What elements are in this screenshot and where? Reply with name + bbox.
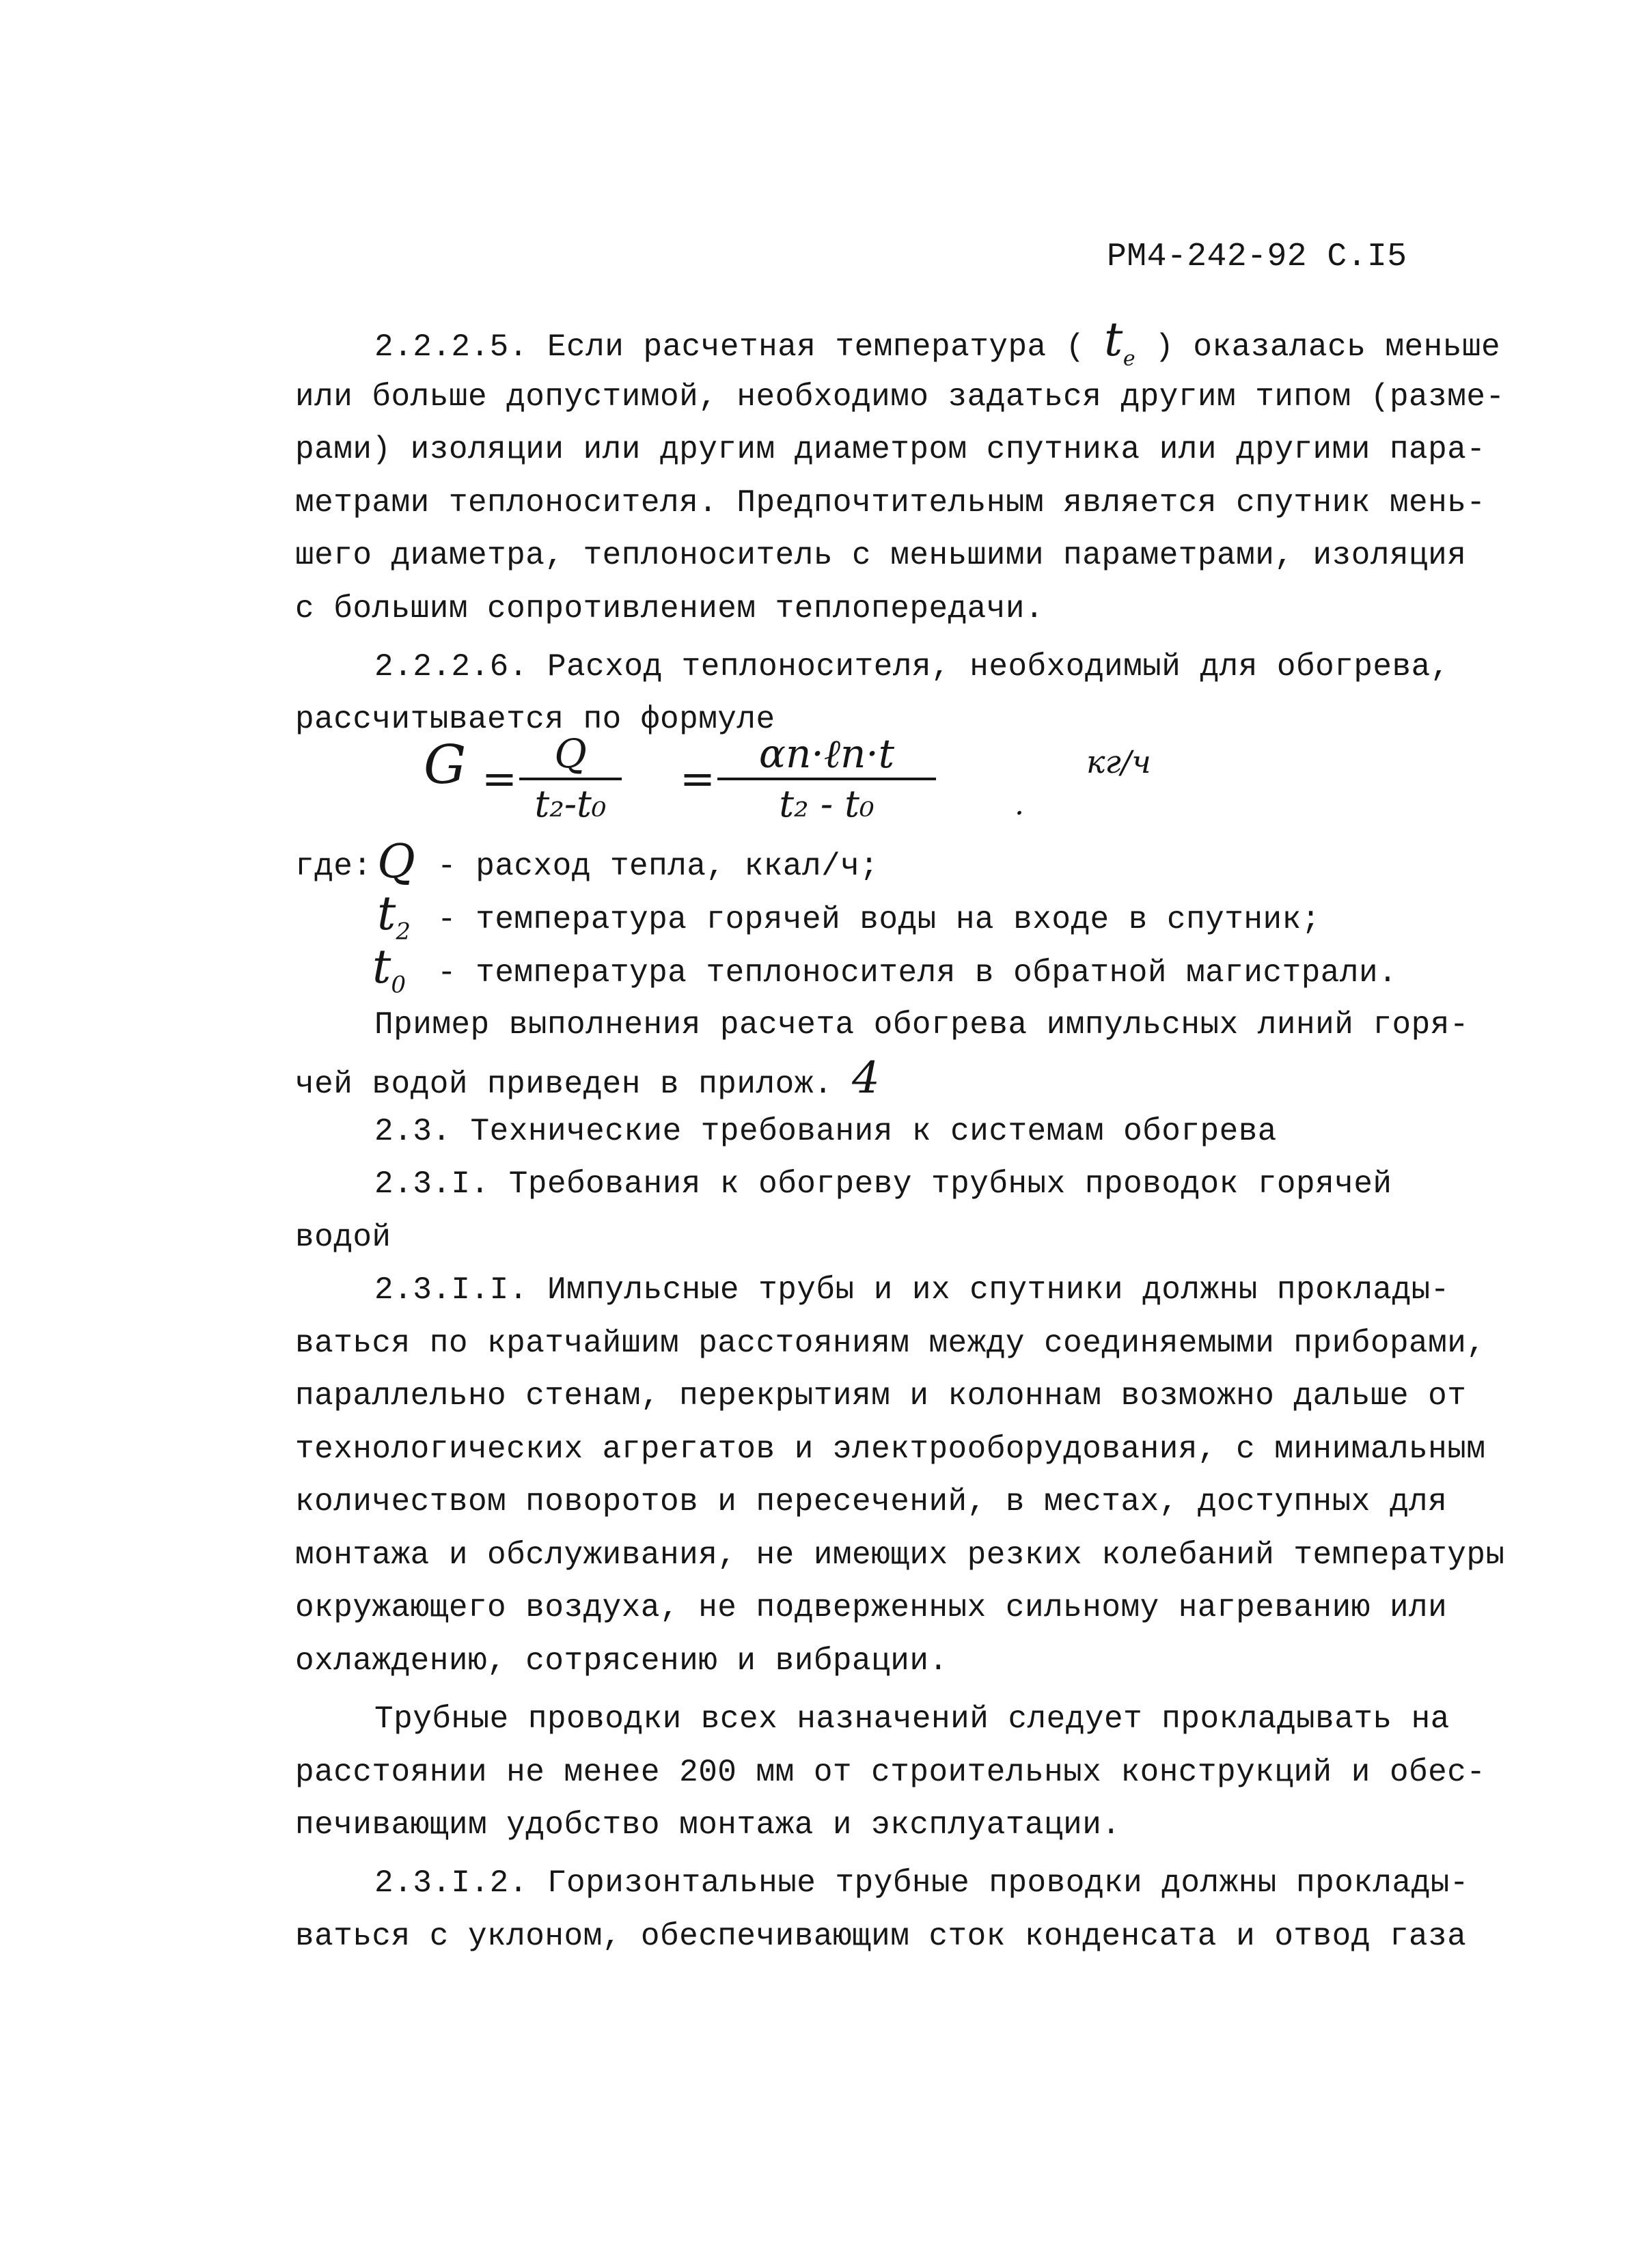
legend-text-t0: - температура теплоносителя в обратной магистрали.: [437, 955, 1398, 991]
paragraph-2225-line-5: шего диаметра, теплоноситель с меньшими параметрами, изоляция: [295, 538, 1467, 573]
formula-frac2-bar: [717, 778, 936, 780]
flow-formula: [403, 731, 1209, 834]
formula-frac2-denominator: t₂ - t₀: [779, 782, 875, 825]
symbol-te: [1103, 313, 1136, 371]
legend-symbol-q: Q: [377, 835, 415, 889]
formula-period: .: [1015, 787, 1024, 822]
paragraph-2225-text-a: 2.2.2.5. Если расчетная температура (: [374, 329, 1085, 365]
legend-text-t2: - температура горячей воды на входе в спутник;: [437, 902, 1321, 937]
formula-frac1-denominator: t₂-t₀: [534, 782, 607, 825]
formula-eq-1: =: [482, 754, 517, 804]
formula-fraction-1: [519, 731, 622, 827]
section-2311-line-1: 2.3.I.I. Импульсные трубы и их спутники должны проклады-: [374, 1272, 1450, 1308]
formula-eq-2: =: [680, 754, 715, 804]
example-line-1: Пример выполнения расчета обогрева импульсных линий горя-: [374, 1007, 1469, 1043]
page-header-code: РМ4-242-92 С.I5: [1107, 238, 1407, 275]
formula-unit: кг/ч: [1086, 743, 1151, 780]
formula-frac1-bar: [519, 778, 622, 780]
paragraph-2226-line-1: 2.2.2.6. Расход теплоносителя, необходимый для обогрева,: [374, 649, 1450, 685]
paragraph-2225-text-b: ) оказалась меньше: [1155, 329, 1501, 365]
section-2311-line-7: окружающего воздуха, не подверженных сильному нагреванию или: [295, 1590, 1448, 1626]
paragraph-2225-line-2: или больше допустимой, необходимо задаться другим типом (разме-: [295, 379, 1505, 415]
symbol-te-sub: e: [1123, 346, 1136, 371]
formula-frac1-numerator: Q: [554, 730, 587, 777]
section-2312-line-1: 2.3.I.2. Горизонтальные трубные проводки должны проклады-: [374, 1865, 1469, 1901]
paragraph-2225-line-3: рами) изоляции или другим диаметром спутника или другими пара-: [295, 432, 1486, 467]
section-2311-line-5: количеством поворотов и пересечений, в местах, доступных для: [295, 1484, 1448, 1520]
legend-symbol-t0: [372, 942, 406, 1011]
legend-symbol-t2-letter: t: [377, 887, 396, 941]
section-2311-line-3: параллельно стенам, перекрытиям и колоннам возможно дальше от: [295, 1378, 1467, 1414]
example-appendix-number: 4: [852, 1053, 881, 1103]
section-23-title: 2.3. Технические требования к системам обогрева: [374, 1114, 1277, 1149]
legend-text-q: - расход тепла, ккал/ч;: [437, 849, 879, 884]
formula-fraction-2: [717, 731, 936, 827]
section-2311-line-4: технологических агрегатов и электрооборудования, с минимальным: [295, 1431, 1486, 1467]
section-2312-line-2: ваться с уклоном, обеспечивающим сток конденсата и отвод газа: [295, 1919, 1467, 1954]
section-231-title-line-1: 2.3.I. Требования к обогреву трубных проводок горячей: [374, 1166, 1392, 1202]
paragraph-2225-line-6: с большим сопротивлением теплопередачи.: [295, 591, 1045, 627]
symbol-te-letter: t: [1103, 313, 1123, 367]
example-line-2: [295, 1053, 881, 1103]
section-231-title-line-2: водой: [295, 1220, 391, 1255]
legend-symbol-t0-sub: 0: [391, 971, 406, 999]
paragraph-2226-line-2: рассчитывается по формуле: [295, 702, 775, 737]
formula-lhs: G: [424, 735, 467, 796]
formula-frac2-numerator: αn·ℓn·t: [758, 730, 895, 777]
section-2311-line-8: охлаждению, сотрясению и вибрации.: [295, 1643, 948, 1679]
pipes-line-3: печивающим удобство монтажа и эксплуатации.: [295, 1807, 1121, 1843]
section-2311-line-6: монтажа и обслуживания, не имеющих резких колебаний температуры: [295, 1537, 1505, 1573]
section-2311-line-2: ваться по кратчайшим расстояниям между соединяемыми приборами,: [295, 1326, 1486, 1361]
legend-symbol-t2-sub: 2: [396, 918, 411, 946]
paragraph-2225-line-4: метрами теплоносителя. Предпочтительным является спутник мень-: [295, 485, 1486, 521]
paragraph-2225-line-1: [374, 313, 1501, 379]
example-line-2-text: чей водой приведен в прилож.: [295, 1067, 833, 1102]
legend-where: где:: [295, 849, 372, 884]
pipes-line-1: Трубные проводки всех назначений следует прокладывать на: [374, 1701, 1450, 1737]
legend-symbol-t0-letter: t: [372, 940, 391, 994]
pipes-line-2: расстоянии не менее 200 мм от строительных конструкций и обес-: [295, 1755, 1486, 1790]
